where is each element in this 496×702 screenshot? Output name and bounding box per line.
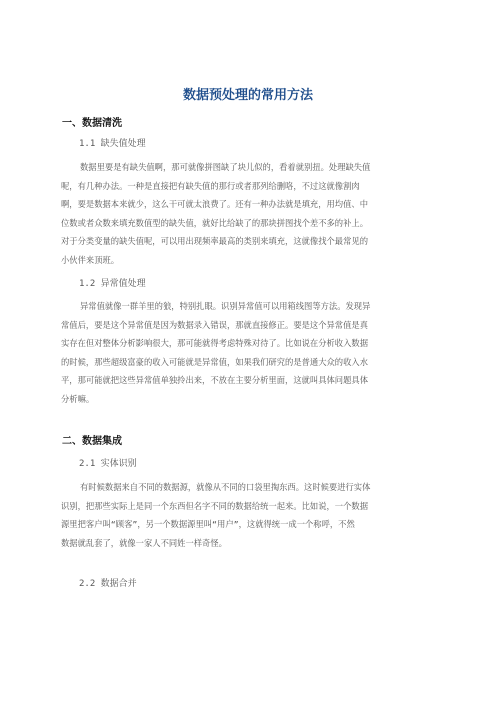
paragraph-line: 啊，要是数据本来就少，这么干可就太浪费了。还有一种办法就是填充，用均值、中 bbox=[61, 199, 368, 210]
paragraph-entity-recognition bbox=[61, 478, 437, 552]
subsection-heading-outliers: 1.2 异常值处理 bbox=[79, 279, 146, 289]
subsection-heading-missing-values: 1.1 缺失值处理 bbox=[79, 139, 146, 149]
paragraph-line: 实存在但对整体分析影响很大，那可能就得考虑特殊对待了。比如说在分析收入数据 bbox=[61, 338, 368, 349]
paragraph-line: 平，那可能就把这些异常值单独拎出来，不放在主要分析里面，这就叫具体问题具体 bbox=[61, 375, 368, 386]
paragraph-line: 小伙伴来顶班。 bbox=[61, 254, 120, 265]
paragraph-line: 源里把客户叫“顾客”，另一个数据源里叫“用户”，这就得统一成一个称呼，不然 bbox=[61, 519, 355, 530]
paragraph-line: 位数或者众数来填充数值型的缺失值，就好比给缺了的那块拼图找个差不多的补上。 bbox=[61, 217, 368, 228]
paragraph-line: 常值后，要是这个异常值是因为数据录入错误，那就直接修正。要是这个异常值是真 bbox=[61, 319, 368, 330]
paragraph-outliers bbox=[61, 297, 437, 409]
paragraph-line: 有时候数据来自不同的数据源，就像从不同的口袋里掏东西。这时候要进行实体 bbox=[80, 482, 371, 492]
document-title: 数据预处理的常用方法 bbox=[182, 88, 313, 103]
paragraph-line: 数据里要是有缺失值啊，那可就像拼图缺了块儿似的，看着就别扭。处理缺失值 bbox=[80, 162, 371, 172]
section-heading-integration: 二、数据集成 bbox=[62, 436, 122, 447]
paragraph-missing-values bbox=[61, 158, 437, 270]
paragraph-line: 分析嘛。 bbox=[61, 393, 95, 404]
paragraph-line: 的时候，那些超级富豪的收入可能就是异常值，如果我们研究的是普通大众的收入水 bbox=[61, 356, 368, 367]
subsection-heading-data-merge: 2.2 数据合并 bbox=[79, 579, 137, 589]
paragraph-line: 识别，把那些实际上是同一个东西但名字不同的数据给统一起来。比如说，一个数据 bbox=[61, 500, 368, 511]
section-heading-cleaning: 一、数据清洗 bbox=[62, 118, 122, 129]
paragraph-line: 数据就乱套了，就像一家人不同姓一样奇怪。 bbox=[61, 537, 227, 548]
subsection-heading-entity-recognition: 2.1 实体识别 bbox=[79, 459, 137, 469]
paragraph-line: 呢，有几种办法。一种是直接把有缺失值的那行或者那列给删咯，不过这就像割肉 bbox=[61, 180, 360, 191]
paragraph-line: 对于分类变量的缺失值呢，可以用出现频率最高的类别来填充，这就像找个最常见的 bbox=[61, 236, 368, 247]
paragraph-line: 异常值就像一群羊里的狼，特别扎眼。识别异常值可以用箱线图等方法。发现异 bbox=[80, 301, 371, 311]
